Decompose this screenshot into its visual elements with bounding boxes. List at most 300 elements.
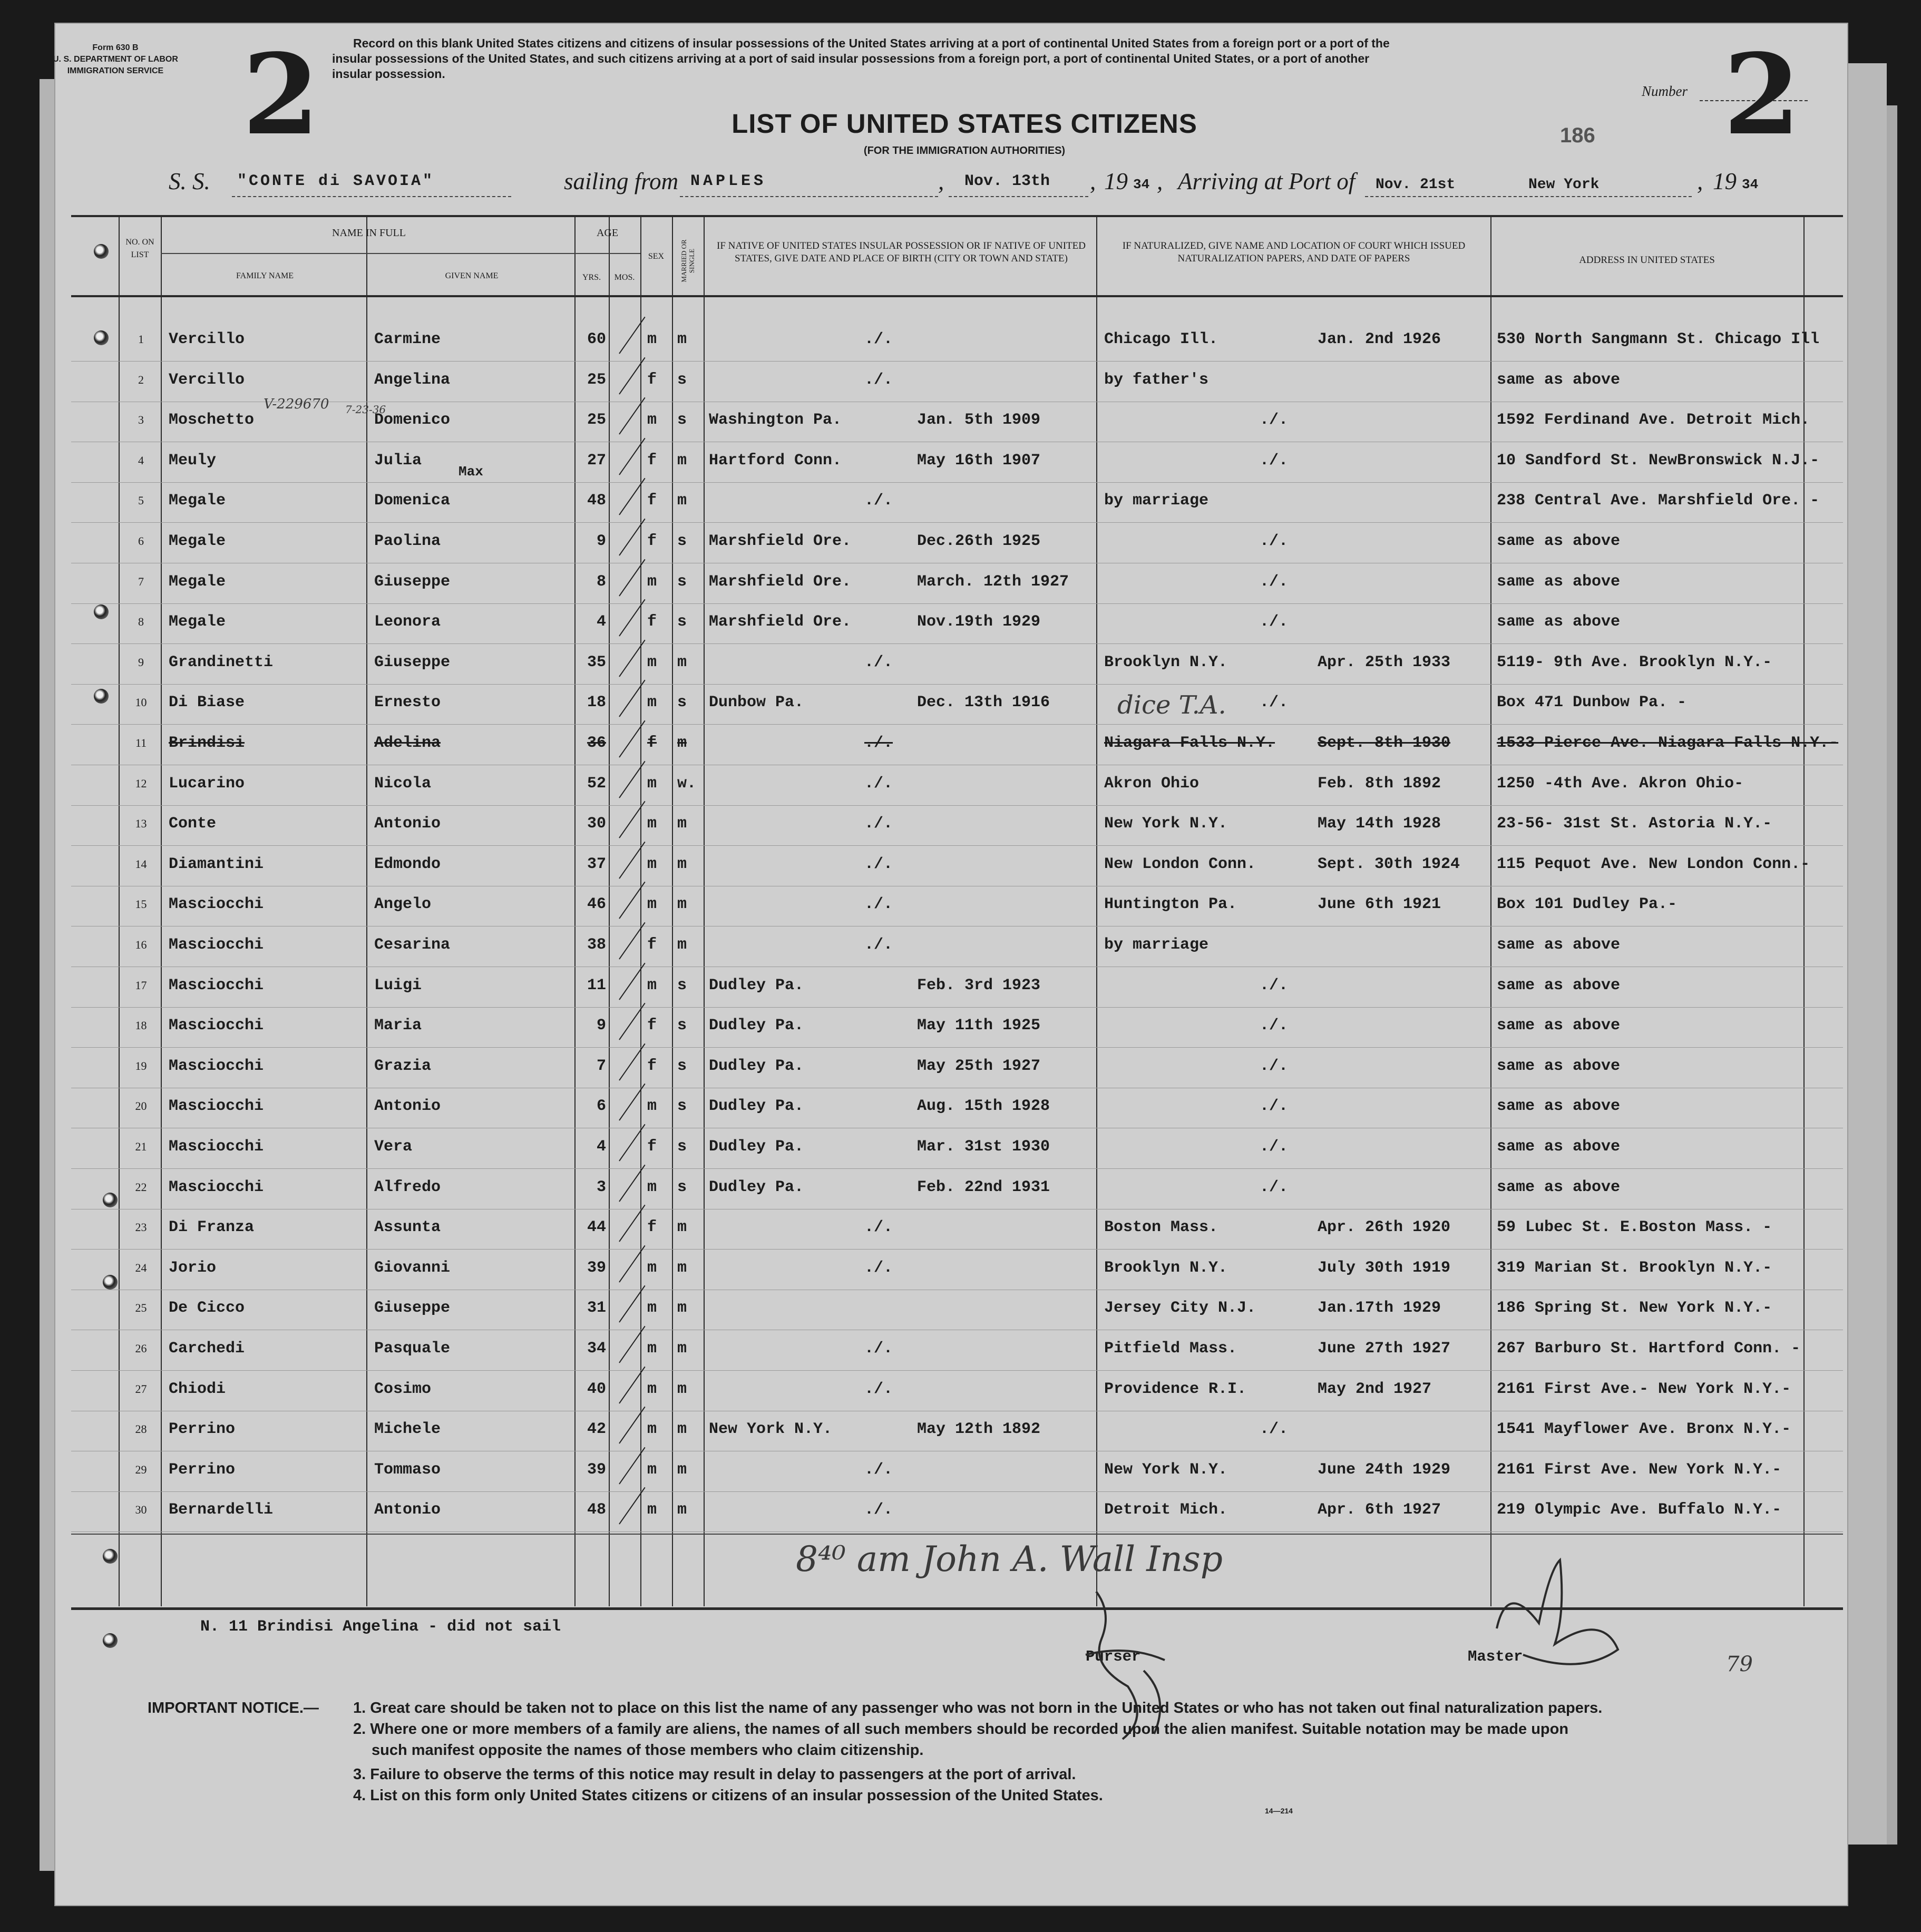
notice-item-2: 2. Where one or more members of a family are aliens, the names of all such members should be recorded upon the alien manifest. Suitable notation may be made upon [353,1721,1569,1738]
marital-status-cell: s [677,411,687,430]
top-notice: Record on this blank United States citizens and citizens of insular possessions of the United States arriving at a port of continental United States from a foreign port or a port of the insular possessions of the United States, and such citizens arriving at a port of said insular possessions from a foreign port, a port of continental United States, or a port of another insular possession. [332,36,1390,81]
row-number: 11 [135,736,147,749]
row-number: 1 [138,333,144,346]
address-cell: 319 Marian St. Brooklyn N.Y.- [1497,1258,1772,1277]
binder-hole [94,244,109,259]
family-name-cell: Conte [169,815,217,833]
sex-cell: m [647,976,657,994]
birth-date-cell: ./. [864,855,893,873]
header-family-name: FAMILY NAME [236,271,294,280]
sex-cell: m [647,1460,657,1479]
birth-date-cell: Dec. 13th 1916 [917,694,1050,712]
address-cell: 23-56- 31st St. Astoria N.Y.- [1497,815,1772,833]
naturalization-place-cell: Akron Ohio [1104,774,1200,793]
naturalization-place-cell: Huntington Pa. [1104,895,1237,914]
row-number: 18 [135,1019,147,1032]
naturalization-date-cell: Apr. 25th 1933 [1318,653,1451,671]
naturalization-place-cell: Chicago Ill. [1104,330,1218,348]
row-divider [71,1491,1843,1492]
sex-cell: m [647,855,657,873]
row-divider [71,482,1843,483]
row-divider [71,643,1843,644]
family-name-cell: Masciocchi [169,1178,264,1196]
naturalization-date-cell: ./. [1260,694,1289,712]
birth-date-cell: May 12th 1892 [917,1420,1041,1439]
given-name-cell: Giovanni [374,1258,451,1277]
birth-date-cell: Nov.19th 1929 [917,613,1041,631]
naturalization-place-cell: Detroit Mich. [1104,1501,1228,1519]
birth-place-cell: New York N.Y. [709,1420,833,1439]
arrival-date: Nov. 21st [1376,177,1456,193]
birth-place-cell: Washington Pa. [709,411,842,430]
birth-date-cell: May 11th 1925 [917,1017,1041,1035]
age-cell: 3 [596,1178,606,1196]
marital-status-cell: m [677,330,687,348]
year-2: 34 [1742,177,1759,192]
address-cell: same as above [1497,370,1621,389]
birth-place-cell: Dudley Pa. [709,1097,804,1116]
naturalization-place-cell: Jersey City N.J. [1104,1299,1256,1318]
purser-label: Purser [1086,1648,1141,1665]
sex-cell: m [647,653,657,671]
sex-cell: m [647,895,657,914]
given-name-cell: Carmine [374,330,441,348]
age-cell: 48 [587,492,606,510]
serial-number: 186 [1560,124,1595,147]
age-cell: 30 [587,815,606,833]
birth-date-cell: Feb. 3rd 1923 [917,976,1041,994]
naturalization-date-cell: Apr. 6th 1927 [1318,1501,1441,1519]
age-cell: 8 [596,572,606,591]
address-cell: 1541 Mayflower Ave. Bronx N.Y.- [1497,1420,1791,1439]
birth-place-cell: Hartford Conn. [709,451,842,470]
handwritten-note-1: V-229670 [264,396,329,412]
row-number: 23 [135,1221,147,1234]
notice-item-2-cont: such manifest opposite the names of those members who claim citizenship. [372,1742,924,1759]
address-cell: 2161 First Ave.- New York N.Y.- [1497,1380,1791,1398]
sex-cell: f [647,532,657,550]
age-cell: 39 [587,1460,606,1479]
given-name-cell: Ernesto [374,694,441,712]
sex-cell: f [647,1057,657,1075]
naturalization-date-cell: ./. [1260,613,1289,631]
family-name-cell: Chiodi [169,1380,226,1398]
row-number: 21 [135,1140,147,1153]
age-cell: 52 [587,774,606,793]
age-cell: 4 [596,613,606,631]
family-name-cell: Masciocchi [169,895,264,914]
service-name: IMMIGRATION SERVICE [67,66,164,75]
age-cell: 18 [587,694,606,712]
naturalization-date-cell: ./. [1260,1017,1289,1035]
row-number: 15 [135,897,147,911]
given-name-cell: Giuseppe [374,653,451,671]
ship-name: "CONTE di SAVOIA" [237,172,435,190]
sex-cell: m [647,774,657,793]
row-number: 12 [135,776,147,790]
naturalization-place-cell: Boston Mass. [1104,1218,1218,1237]
sex-cell: f [647,1017,657,1035]
given-name-cell: Antonio [374,1097,441,1116]
row-number: 2 [138,373,144,386]
naturalization-date-cell: Apr. 26th 1920 [1318,1218,1451,1237]
family-name-cell: Jorio [169,1258,217,1277]
row-number: 28 [135,1422,147,1436]
row-number: 8 [138,615,144,629]
birth-place-cell: Dudley Pa. [709,1057,804,1075]
naturalization-place-cell: New York N.Y. [1104,1460,1228,1479]
marital-status-cell: w. [677,774,697,793]
big-page-number-left: 2 [242,30,320,160]
header-naturalized: IF NATURALIZED, GIVE NAME AND LOCATION OF COURT WHICH ISSUED NATURALIZATION PAPERS, AND DATE OF PAPERS [1122,240,1466,264]
age-cell: 6 [596,1097,606,1116]
age-cell: 34 [587,1340,606,1358]
header-sex: SEX [648,252,665,261]
address-cell: 2161 First Ave. New York N.Y.- [1497,1460,1782,1479]
given-name-cell: Angelo [374,895,432,914]
row-number: 26 [135,1342,147,1355]
naturalization-date-cell: ./. [1260,1420,1289,1439]
port-to: New York [1528,177,1600,193]
row-divider [71,684,1843,685]
header-name-in-full: NAME IN FULL [332,227,406,239]
given-name-cell: Antonio [374,815,441,833]
birth-date-cell: March. 12th 1927 [917,572,1069,591]
page-title: LIST OF UNITED STATES CITIZENS [732,109,1197,139]
naturalization-date-cell: July 30th 1919 [1318,1258,1451,1277]
age-cell: 9 [596,1017,606,1035]
sex-cell: f [647,1218,657,1237]
marital-status-cell: s [677,1138,687,1156]
naturalization-date-cell: ./. [1260,1097,1289,1116]
address-cell: 10 Sandford St. NewBronswick N.J.- [1497,451,1820,470]
row-number: 20 [135,1099,147,1113]
sex-cell: f [647,451,657,470]
row-number: 25 [135,1301,147,1315]
marital-status-cell: m [677,1258,687,1277]
sex-cell: f [647,734,657,752]
binder-hole [103,1275,118,1290]
marital-status-cell: m [677,1501,687,1519]
age-cell: 25 [587,370,606,389]
age-cell: 25 [587,411,606,430]
naturalization-date-cell: ./. [1260,532,1289,550]
birth-place-cell: Dunbow Pa. [709,694,804,712]
sex-cell: m [647,572,657,591]
family-name-cell: Lucarino [169,774,245,793]
address-cell: same as above [1497,1057,1621,1075]
birth-date-cell: ./. [864,774,893,793]
birth-date-cell: ./. [864,936,893,954]
birth-date-cell: ./. [864,1380,893,1398]
given-name-cell: Julia [374,451,422,470]
family-name-cell: Grandinetti [169,653,274,671]
row-divider [71,805,1843,806]
given-name-cell: Domenico [374,411,451,430]
marital-status-cell: s [677,1057,687,1075]
family-name-cell: Masciocchi [169,1057,264,1075]
marital-status-cell: m [677,936,687,954]
sex-cell: m [647,1178,657,1196]
sex-cell: m [647,1380,657,1398]
naturalization-date-cell: ./. [1260,1138,1289,1156]
address-cell: 1250 -4th Ave. Akron Ohio- [1497,774,1744,793]
address-cell: same as above [1497,572,1621,591]
address-cell: same as above [1497,1138,1621,1156]
family-name-cell: Megale [169,492,226,510]
family-name-cell: Masciocchi [169,936,264,954]
header-mos: MOS. [614,273,635,282]
department-name: U. S. DEPARTMENT OF LABOR [53,55,178,64]
family-name-cell: Masciocchi [169,1097,264,1116]
family-name-cell: Megale [169,613,226,631]
given-name-cell: Luigi [374,976,422,994]
family-name-cell: Perrino [169,1420,236,1439]
given-name-cell: Nicola [374,774,432,793]
given-name-cell: Tommaso [374,1460,441,1479]
given-name-cell: Pasquale [374,1340,451,1358]
row-number: 16 [135,938,147,951]
marital-status-cell: s [677,370,687,389]
address-cell: same as above [1497,1097,1621,1116]
number-label: Number [1642,83,1688,99]
age-cell: 31 [587,1299,606,1318]
sex-cell: f [647,936,657,954]
birth-date-cell: ./. [864,1460,893,1479]
max-note: Max [459,464,483,480]
sex-cell: f [647,370,657,389]
naturalization-date-cell: June 24th 1929 [1318,1460,1451,1479]
age-cell: 11 [587,976,606,994]
family-name-cell: Masciocchi [169,976,264,994]
address-cell: same as above [1497,1017,1621,1035]
age-cell: 42 [587,1420,606,1439]
given-name-cell: Edmondo [374,855,441,873]
birth-place-cell: Dudley Pa. [709,1178,804,1196]
row-number: 7 [138,574,144,588]
birth-date-cell: ./. [864,330,893,348]
family-name-cell: Megale [169,532,226,550]
row-divider [71,724,1843,725]
row-divider [71,603,1843,604]
marital-status-cell: m [677,1340,687,1358]
row-divider [71,845,1843,846]
notice-item-1: 1. Great care should be taken not to place on this list the name of any passenger who was not born in the United States or who has not taken out final naturalization papers. [353,1700,1603,1716]
sex-cell: f [647,492,657,510]
sex-cell: m [647,1299,657,1318]
birth-place-cell: Marshfield Ore. [709,613,852,631]
port-from: NAPLES [690,172,767,190]
given-name-cell: Angelina [374,370,451,389]
family-name-cell: Di Biase [169,694,245,712]
year-prefix-1: 19 [1104,168,1128,194]
marital-status-cell: s [677,572,687,591]
marital-status-cell: s [677,694,687,712]
binder-hole [103,1193,118,1207]
binder-hole [94,689,109,704]
age-cell: 44 [587,1218,606,1237]
address-cell: 1533 Pierce Ave. Niagara Falls N.Y.- [1497,734,1839,752]
year-prefix-2: 19 [1713,168,1737,194]
form-number: Form 630 B [92,43,139,52]
inspector-signature: 8⁴⁰ am John A. Wall Insp [796,1539,1223,1579]
row-divider [71,1007,1843,1008]
header-birth: IF NATIVE OF UNITED STATES INSULAR POSSESSION OR IF NATIVE OF UNITED STATES, GIVE DATE AND PLACE OF BIRTH (CITY OR TOWN AND STATE) [717,240,1086,264]
sex-cell: m [647,1420,657,1439]
row-number: 6 [138,534,144,548]
marital-status-cell: s [677,532,687,550]
birth-date-cell: ./. [864,815,893,833]
naturalization-date-cell: ./. [1260,976,1289,994]
marital-status-cell: s [677,1178,687,1196]
binder-hole [94,330,109,345]
marital-status-cell: m [677,1299,687,1318]
marital-status-cell: m [677,1218,687,1237]
naturalization-place-cell: Brooklyn N.Y. [1104,1258,1228,1277]
given-name-cell: Giuseppe [374,572,451,591]
notice-item-4: 4. List on this form only United States citizens or citizens of an insular possession of the United States. [353,1787,1103,1804]
row-number: 22 [135,1180,147,1194]
naturalization-place-cell: Brooklyn N.Y. [1104,653,1228,671]
naturalization-place-cell: New York N.Y. [1104,815,1228,833]
age-cell: 35 [587,653,606,671]
birth-date-cell: May 25th 1927 [917,1057,1041,1075]
row-divider [71,1370,1843,1371]
naturalization-place-cell: by marriage [1104,492,1209,510]
header-given-name: GIVEN NAME [445,271,499,280]
given-name-cell: Antonio [374,1501,441,1519]
row-number: 29 [135,1462,147,1476]
address-cell: Box 471 Dunbow Pa. - [1497,694,1687,712]
marital-status-cell: m [677,492,687,510]
address-cell: 115 Pequot Ave. New London Conn.- [1497,855,1810,873]
page-mark: 79 [1726,1652,1753,1676]
sex-cell: m [647,815,657,833]
family-name-cell: Megale [169,572,226,591]
row-divider [71,1249,1843,1250]
address-cell: same as above [1497,532,1621,550]
birth-date-cell: ./. [864,1340,893,1358]
naturalization-place-cell: by father's [1104,370,1209,389]
age-cell: 38 [587,936,606,954]
row-number: 10 [135,696,147,709]
family-name-cell: Diamantini [169,855,264,873]
important-notice-label: IMPORTANT NOTICE.— [148,1700,319,1716]
address-cell: Box 101 Dudley Pa.- [1497,895,1678,914]
address-cell: 5119- 9th Ave. Brooklyn N.Y.- [1497,653,1772,671]
row-divider [71,1531,1843,1532]
year-1: 34 [1133,177,1150,192]
birth-date-cell: ./. [864,1501,893,1519]
row-divider [71,1168,1843,1169]
address-cell: same as above [1497,936,1621,954]
address-cell: same as above [1497,613,1621,631]
sex-cell: m [647,1258,657,1277]
row-number: 13 [135,817,147,831]
page-subtitle: (FOR THE IMMIGRATION AUTHORITIES) [863,145,1066,157]
naturalization-place-cell: Pitfield Mass. [1104,1340,1237,1358]
naturalization-date-cell: ./. [1260,1057,1289,1075]
given-name-cell: Michele [374,1420,441,1439]
birth-date-cell: Dec.26th 1925 [917,532,1041,550]
footnote: N. 11 Brindisi Angelina - did not sail [200,1618,561,1636]
birth-place-cell: Marshfield Ore. [709,532,852,550]
family-name-cell: Perrino [169,1460,236,1479]
given-name-cell: Grazia [374,1057,432,1075]
naturalization-date-cell: ./. [1260,451,1289,470]
age-cell: 37 [587,855,606,873]
naturalization-date-cell: Sept. 30th 1924 [1318,855,1460,873]
address-cell: 186 Spring St. New York N.Y.- [1497,1299,1772,1318]
date-from: Nov. 13th [964,172,1050,190]
header-age: AGE [596,227,619,239]
birth-date-cell: Aug. 15th 1928 [917,1097,1050,1116]
family-name-cell: Masciocchi [169,1017,264,1035]
sex-cell: f [647,613,657,631]
naturalization-date-cell: Jan.17th 1929 [1318,1299,1441,1318]
master-label: Master [1468,1648,1523,1665]
naturalization-date-cell: May 14th 1928 [1318,815,1441,833]
birth-date-cell: Mar. 31st 1930 [917,1138,1050,1156]
row-number: 4 [138,453,144,467]
dice-note: dice T.A. [1117,690,1226,720]
notice-item-3: 3. Failure to observe the terms of this notice may result in delay to passengers at the port of arrival. [353,1766,1076,1783]
naturalization-date-cell: Jan. 2nd 1926 [1318,330,1441,348]
age-cell: 27 [587,451,606,470]
family-name-cell: Brindisi [169,734,245,752]
age-cell: 40 [587,1380,606,1398]
binder-hole [103,1549,118,1564]
sex-cell: m [647,330,657,348]
address-cell: 530 North Sangmann St. Chicago Ill [1497,330,1820,348]
naturalization-date-cell: ./. [1260,411,1289,430]
naturalization-place-cell: Providence R.I. [1104,1380,1247,1398]
naturalization-place-cell: by marriage [1104,936,1209,954]
family-name-cell: Carchedi [169,1340,245,1358]
marital-status-cell: m [677,653,687,671]
row-number: 17 [135,978,147,992]
family-name-cell: Meuly [169,451,217,470]
family-name-cell: Vercillo [169,370,245,389]
naturalization-date-cell: Sept. 8th 1930 [1318,734,1451,752]
given-name-cell: Cosimo [374,1380,432,1398]
age-cell: 60 [587,330,606,348]
row-number: 27 [135,1382,147,1396]
birth-date-cell: ./. [864,895,893,914]
row-number: 24 [135,1261,147,1274]
address-cell: 267 Barburo St. Hartford Conn. - [1497,1340,1801,1358]
naturalization-date-cell: ./. [1260,1178,1289,1196]
age-cell: 4 [596,1138,606,1156]
birth-date-cell: ./. [864,492,893,510]
sailing-label: sailing from [564,168,679,194]
sex-cell: f [647,1138,657,1156]
given-name-cell: Giuseppe [374,1299,451,1318]
birth-date-cell: ./. [864,653,893,671]
marital-status-cell: s [677,1097,687,1116]
age-cell: 36 [587,734,606,752]
birth-place-cell: Dudley Pa. [709,1138,804,1156]
family-name-cell: Moschetto [169,411,255,430]
marital-status-cell: m [677,1460,687,1479]
binder-hole [94,604,109,619]
address-cell: same as above [1497,1178,1621,1196]
given-name-cell: Paolina [374,532,441,550]
master-signature [1476,1549,1644,1686]
address-cell: same as above [1497,976,1621,994]
marital-status-cell: m [677,734,687,752]
given-name-cell: Cesarina [374,936,451,954]
